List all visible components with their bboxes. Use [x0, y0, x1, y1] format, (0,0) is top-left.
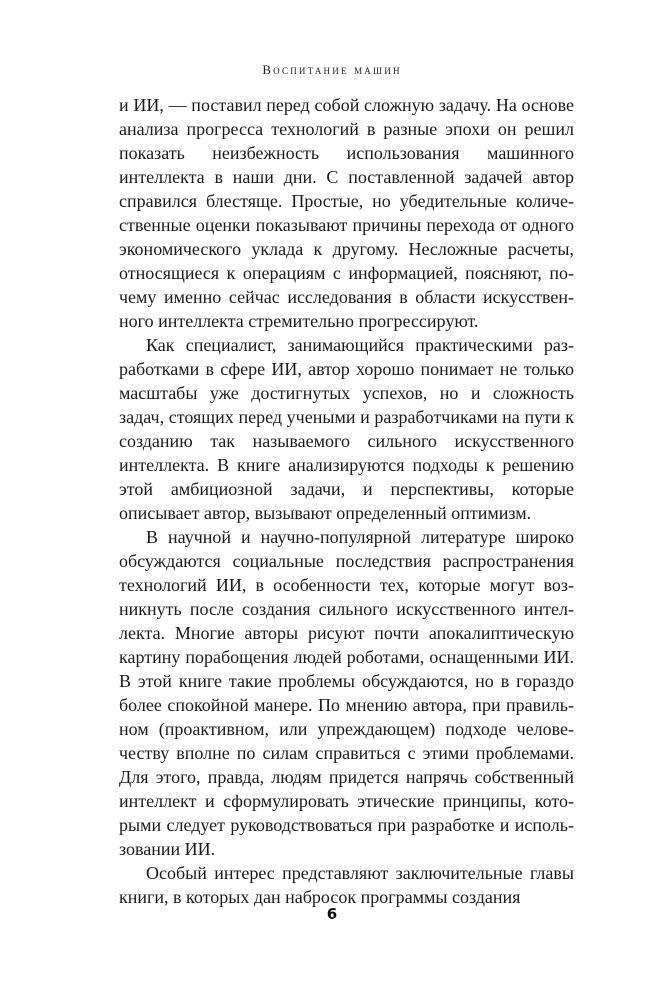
- paragraph-2: Как специалист, занимающийся практическими разработками в сфере ИИ, автор хорошо понимает не только масштабы уже достигнутых успехов, но и сложность задач, стоящих перед учеными и разработчиками на пути к созданию так называемого сильного искусственного интеллекта. В книге анализируются подходы к решению этой амбициозной задачи, и перспективы, которые описывает автор, вызывают определенный оптимизм.: [119, 335, 574, 523]
- paragraph-3: В научной и научно-популярной литературе широко обсуждаются социальные последствия распространения технологий ИИ, в особенности тех, которые могут возникнуть после создания сильного искусственного интеллекта. Многие авторы рисуют почти апокалиптическую картину порабощения людей роботами, оснащенными ИИ. В этой книге такие проблемы обсуждаются, но в гораздо более спокойной манере. По мнению автора, при правильном (проактивном, или упреждающем) подходе человечеству вполне по силам справиться с этими проблемами. Для этого, правда, людям придется напрячь собственный интеллект и сформулировать этические принципы, которыми следует руководствоваться при разработке и использовании ИИ.: [119, 527, 574, 859]
- paragraph-1: и ИИ, — поставил перед собой сложную задачу. На основе анализа прогресса технологий в разные эпохи он решил показать неизбежность использования машинного интеллекта в наши дни. С поставленной задачей автор справился блестяще. Простые, но убедительные количественные оценки показывают причины перехода от одного экономического уклада к другому. Несложные расчеты, относящиеся к операциям с информацией, поясняют, почему именно сейчас исследования в области искусственного интеллекта стремительно прогрессируют.: [119, 95, 574, 331]
- page-number: 6: [326, 905, 338, 923]
- body-text: [119, 93, 574, 909]
- paragraph-4: Особый интерес представляют заключительные главы книги, в которых дан набросок программы создания: [119, 863, 574, 907]
- running-title: Воспитание машин: [262, 62, 402, 77]
